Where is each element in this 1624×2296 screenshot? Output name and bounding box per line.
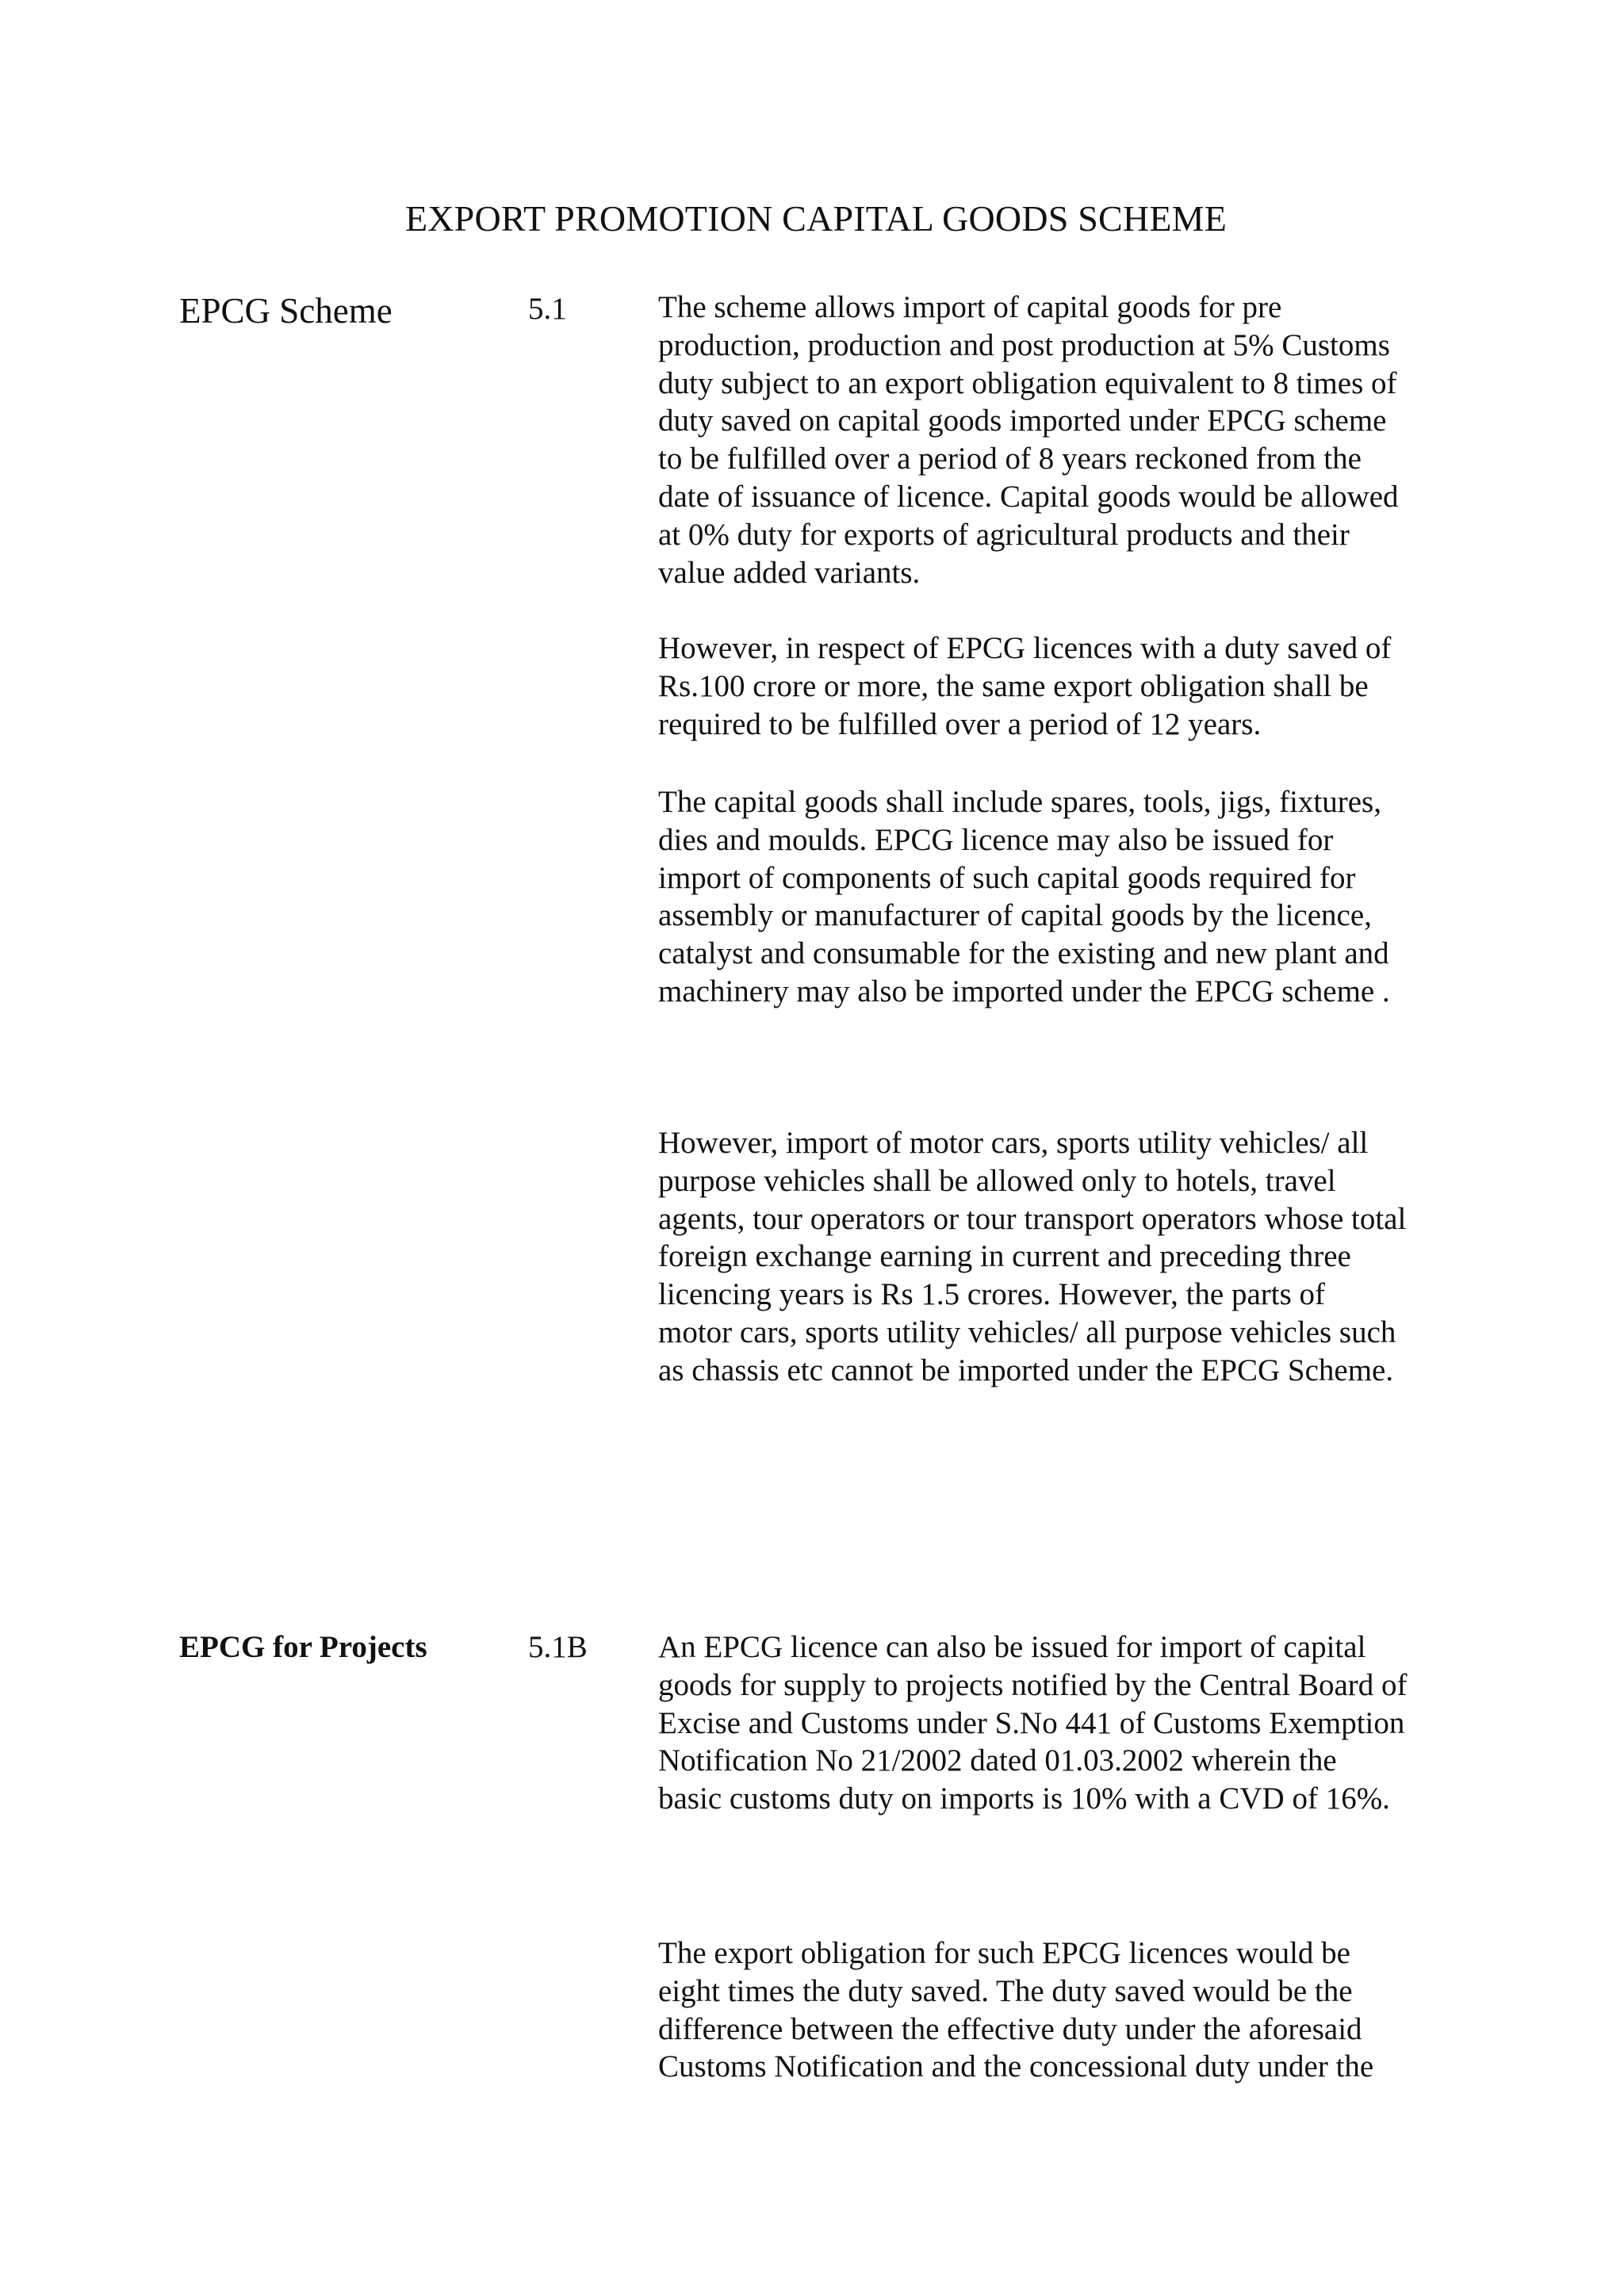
paragraph-body xyxy=(658,1628,1475,1818)
paragraph-number: 5.1 xyxy=(528,292,567,326)
section-label: EPCG for Projects xyxy=(179,1630,427,1664)
paragraph: However, in respect of EPCG licences with a duty saved of Rs.100 crore or more, the same export obligation shall be required to be fulfilled over a period of 12 years. xyxy=(658,631,1392,741)
paragraph-body xyxy=(658,1934,1475,2086)
paragraph: The scheme allows import of capital goods for pre production, production and post production at 5% Customs duty subject to an export obligation equivalent to 8 times of duty saved on capital goods imported under EPCG scheme to be fulfilled over a period of 8 years reckoned from the date of issuance of licence. Capital goods would be allowed at 0% duty for exports of agricultural products and their value added variants. xyxy=(658,290,1399,590)
paragraph: However, import of motor cars, sports utility vehicles/ all purpose vehicles shall be allowed only to hotels, travel agents, tour operators or tour transport operators whose total foreign exchange earning in current and preceding three licencing years is Rs 1.5 crores. However, the parts of motor cars, sports utility vehicles/ all purpose vehicles such as chassis etc cannot be imported under the EPCG Scheme. xyxy=(658,1126,1407,1387)
paragraph-body xyxy=(658,289,1475,591)
paragraph: An EPCG licence can also be issued for import of capital goods for supply to projects notified by the Central Board of Excise and Customs under S.No 441 of Customs Exemption Notification No 21/2002 dated 01.03.2002 wherein the basic customs duty on imports is 10% with a CVD of 16%. xyxy=(658,1630,1408,1816)
paragraph-body xyxy=(658,629,1475,743)
section-label: EPCG Scheme xyxy=(179,291,393,331)
paragraph: The capital goods shall include spares, tools, jigs, fixtures, dies and moulds. EPCG licence may also be issued for import of components of such capital goods required for assembly or manufacturer of capital goods by the licence, catalyst and consumable for the existing and new plant and machinery may also be imported under the EPCG scheme . xyxy=(658,785,1390,1008)
paragraph-body xyxy=(658,1124,1475,1390)
paragraph-body xyxy=(658,783,1475,1011)
page-title: EXPORT PROMOTION CAPITAL GOODS SCHEME xyxy=(404,198,1228,239)
paragraph-number: 5.1B xyxy=(528,1630,588,1664)
paragraph: The export obligation for such EPCG licences would be eight times the duty saved. The duty saved would be the difference between the effective duty under the aforesaid Customs Notification and the concessional duty under the xyxy=(658,1936,1374,2084)
